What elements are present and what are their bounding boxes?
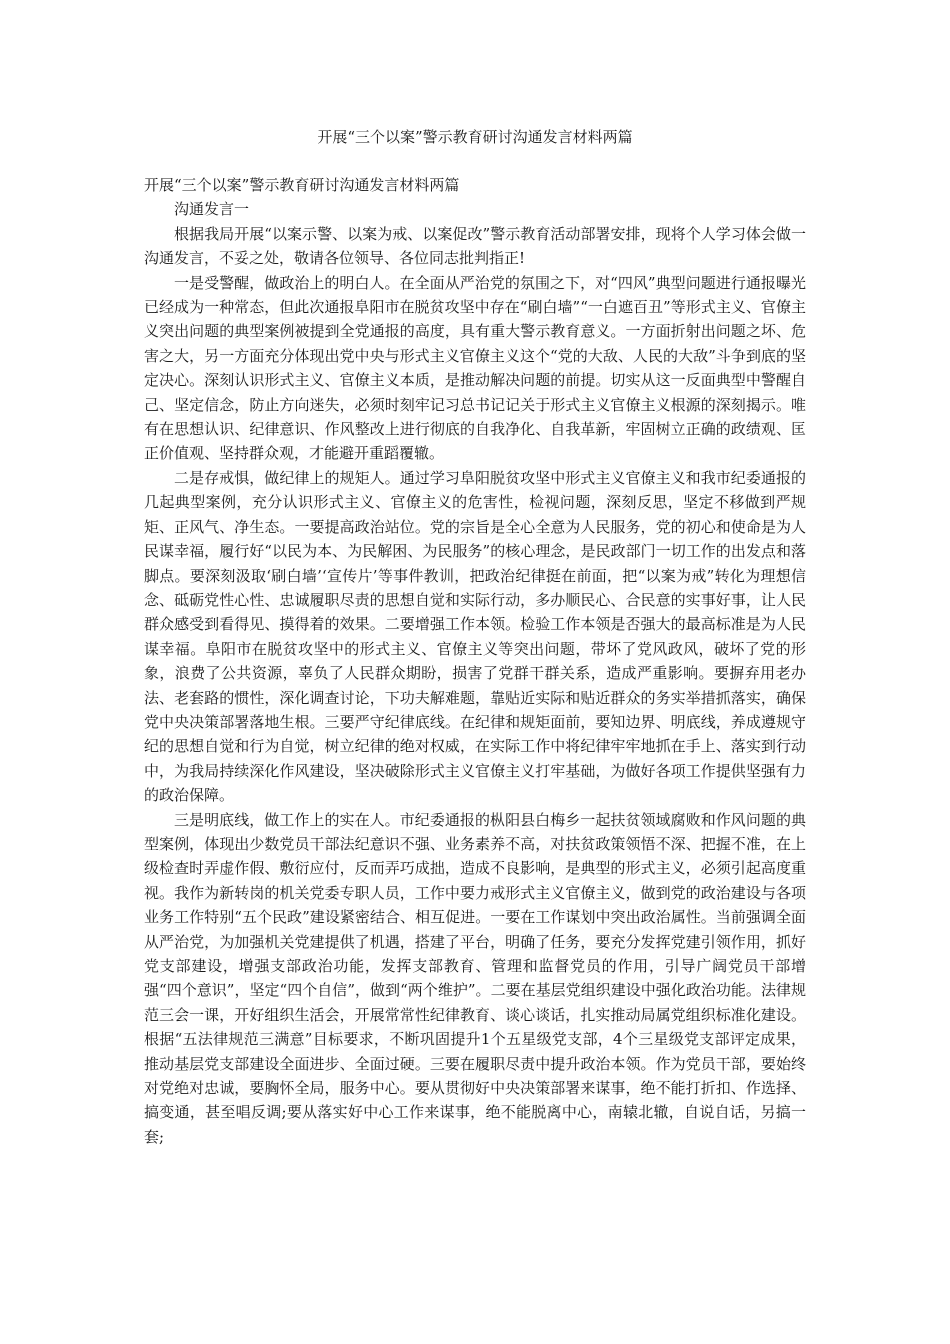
section-heading: 沟通发言一 [174, 200, 250, 219]
paragraph-point-three: 三是明底线，做工作上的实在人。市纪委通报的枞阳县白梅乡一起扶贫领域腐败和作风问题的典型案例，体现出少数党员干部法纪意识不强、业务素养不高，对扶贫政策领悟不深、把握不准，在上级检查时弄虚作假、敷衍应付，反而弄巧成拙，造成不良影响，是典型的形式主义，必须引起高度重视。我作为新转岗的机关党委专职人员，工作中要力戒形式主义官僚主义，做到党的政治建设与各项业务工作特别“五个民政”建设紧密结合、相互促进。一要在工作谋划中突出政治属性。当前强调全面从严治党，为加强机关党建提供了机遇，搭建了平台，明确了任务，要充分发挥党建引领作用，抓好党支部建设，增强支部政治功能，发挥支部教育、管理和监督党员的作用，引导广阔党员干部增强“四个意识”，坚定“四个自信”，做到“两个维护”。二要在基层党组织建设中强化政治功能。法律规范三会一课，开好组织生活会，开展常常性纪律教育、谈心谈话，扎实推动局属党组织标准化建设。根据“五法律规范三满意”目标要求，不断巩固提升1个五星级党支部，4个三星级党支部评定成果，推动基层党支部建设全面进步、全面过硬。三要在履职尽责中提升政治本领。作为党员干部，要始终对党绝对忠诚，要胸怀全局，服务中心。要从贯彻好中央决策部署来谋事，绝不能打折扣、作选择、搞变通，甚至唱反调;要从落实好中心工作来谋事，绝不能脱离中心，南辕北辙，自说自话，另搞一套; [144, 810, 806, 1146]
document-body [144, 173, 806, 1149]
paragraph-intro: 根据我局开展“以案示警、以案为戒、以案促改”警示教育活动部署安排，现将个人学习体会做一沟通发言，不妥之处，敬请各位领导、各位同志批判指正! [144, 224, 806, 268]
paragraph-point-one: 一是受警醒，做政治上的明白人。在全面从严治党的氛围之下，对“四风”典型问题进行通报曝光已经成为一种常态，但此次通报阜阳市在脱贫攻坚中存在“刷白墙”“一白遮百丑”等形式主义、官僚主义突出问题的典型案例被提到全党通报的高度，具有重大警示教育意义。一方面折射出问题之坏、危害之大，另一方面充分体现出党中央与形式主义官僚主义这个“党的大敌、人民的大敌”斗争到底的坚定决心。深刻认识形式主义、官僚主义本质，是推动解决问题的前提。切实从这一反面典型中警醒自己、坚定信念，防止方向迷失，必须时刻牢记习总书记记关于形式主义官僚主义根源的深刻揭示。唯有在思想认识、纪律意识、作风整改上进行彻底的自我净化、自我革新，牢固树立正确的政绩观、匡正价值观、坚持群众观，才能避开重蹈覆辙。 [144, 273, 806, 463]
repeat-title: 开展“三个以案”警示教育研讨沟通发言材料两篇 [144, 176, 460, 194]
paragraph-point-two: 二是存戒惧，做纪律上的规矩人。通过学习阜阳脱贫攻坚中形式主义官僚主义和我市纪委通报的几起典型案例，充分认识形式主义、官僚主义的危害性，检视问题，深刻反思，坚定不移做到严规矩、正风气、净生态。一要提高政治站位。党的宗旨是全心全意为人民服务，党的初心和使命是为人民谋幸福，履行好“以民为本、为民解困、为民服务”的核心理念，是民政部门一切工作的出发点和落脚点。要深刻汲取‘刷白墙’‘宣传片’等事件教训，把政治纪律挺在前面，把“以案为戒”转化为理想信念、砥砺党性心性、忠诚履职尽责的思想自觉和实际行动，多办顺民心、合民意的实事好事，让人民群众感受到看得见、摸得着的效果。二要增强工作本领。检验工作本领是否强大的最高标准是为人民谋幸福。阜阳市在脱贫攻坚中的形式主义、官僚主义等突出问题，带坏了党风政风，破坏了党的形象，浪费了公共资源，辜负了人民群众期盼，损害了党群干群关系，造成严重影响。要摒弃用老办法、老套路的惯性，深化调查讨论，下功夫解难题，靠贴近实际和贴近群众的务实举措抓落实，确保党中央决策部署落地生根。三要严守纪律底线。在纪律和规矩面前，要知边界、明底线，养成遵规守纪的思想自觉和行为自觉，树立纪律的绝对权威，在实际工作中将纪律牢牢地抓在手上、落实到行动中，为我局持续深化作风建设，坚决破除形式主义官僚主义打牢基础，为做好各项工作提供坚强有力的政治保障。 [144, 468, 806, 805]
document-title: 开展“三个以案”警示教育研讨沟通发言材料两篇 [317, 128, 633, 146]
